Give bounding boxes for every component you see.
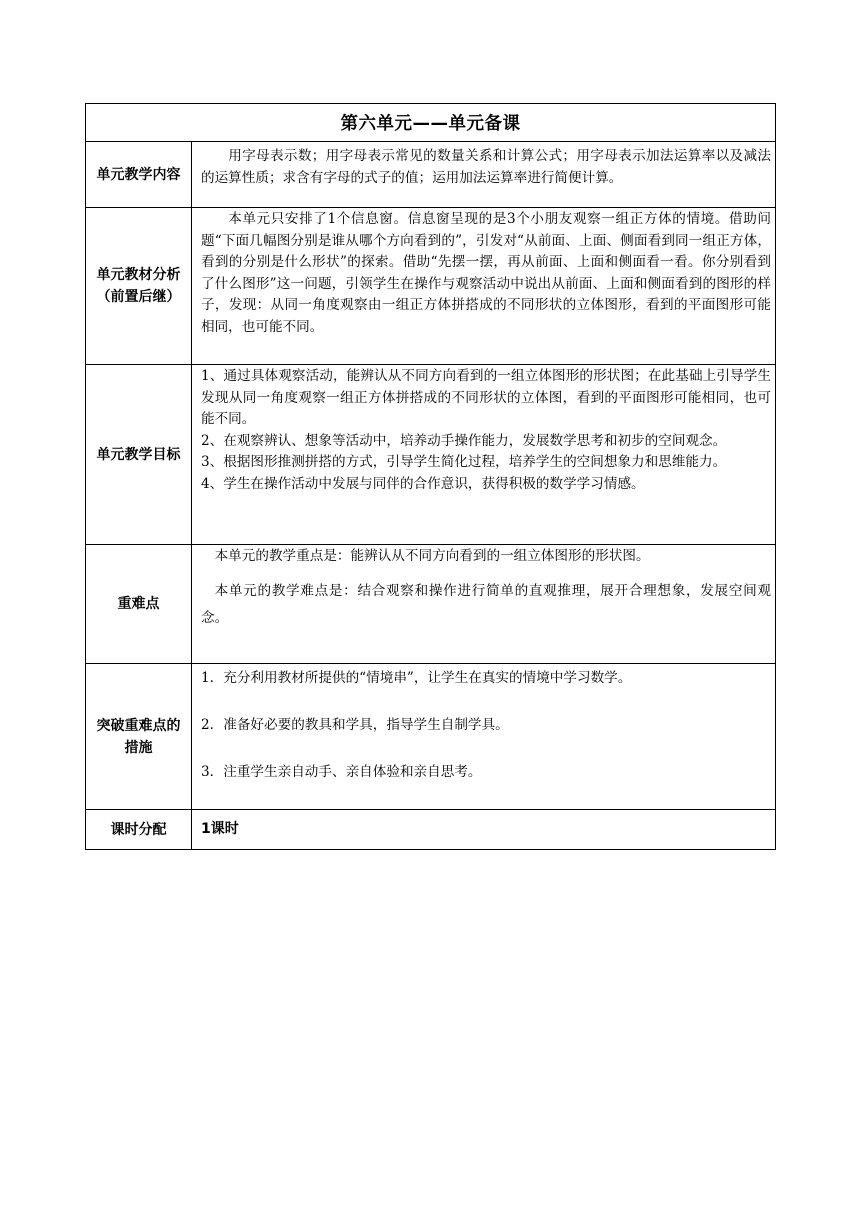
analysis-label: 单元教材分析（前置后继） — [86, 208, 192, 365]
goal-item: 3、根据图形推测拼搭的方式，引导学生简化过程，培养学生的空间想象力和思维能力。 — [201, 454, 727, 471]
measures-row — [86, 664, 776, 810]
measures-cell — [192, 664, 776, 810]
goals-row — [86, 365, 776, 545]
content-text: 用字母表示数；用字母表示常见的数量关系和计算公式；用字母表示加法运算率以及减法的运算性质；求含有字母的式子的值；运用加法运算率进行简便计算。 — [201, 148, 771, 186]
content-row — [86, 142, 776, 208]
measure-item: 3．注重学生亲自动手、亲自体验和亲自思考。 — [201, 764, 482, 780]
goals-label: 单元教学目标 — [86, 365, 192, 545]
measure-item: 1．充分利用教材所提供的“情境串”，让学生在真实的情境中学习数学。 — [201, 670, 632, 686]
goal-item: 2、在观察辨认、想象等活动中，培养动手操作能力，发展数学思考和初步的空间观念。 — [201, 432, 727, 449]
measures-label: 突破重难点的措施 — [86, 664, 192, 810]
key-focus-text: 本单元的教学重点是：能辨认从不同方向看到的一组立体图形的形状图。 — [214, 548, 650, 564]
key-points-cell — [192, 545, 776, 664]
measure-item: 2．准备好必要的教具和学具，指导学生自制学具。 — [201, 717, 509, 733]
document-title: 第六单元——单元备课 — [86, 104, 776, 142]
schedule-row — [86, 810, 776, 850]
content-cell — [192, 142, 776, 208]
goals-cell — [192, 365, 776, 545]
schedule-label: 课时分配 — [86, 810, 192, 850]
goal-item: 4、学生在操作活动中发展与同伴的合作意识，获得积极的数学学习情感。 — [201, 475, 645, 492]
key-difficulty-text: 本单元的教学难点是：结合观察和操作进行简单的直观推理，展开合理想象，发展空间观念。 — [201, 582, 771, 626]
key-points-label: 重难点 — [86, 545, 192, 664]
goal-item: 1、通过具体观察活动，能辨认从不同方向看到的一组立体图形的形状图；在此基础上引导学生发现从同一角度观察一组正方体拼搭成的不同形状的立体图，看到的平面图形可能相同，也可能不同。 — [201, 368, 771, 428]
analysis-cell — [192, 208, 776, 365]
analysis-text: 本单元只安排了1个信息窗。信息窗呈现的是3个小朋友观察一组正方体的情境。借助问题“下面几幅图分别是谁从哪个方向看到的”，引发对“从前面、上面、侧面看到同一组正方体，看到的分别是什么形状”的探索。借助“先摆一摆，再从前面、上面和侧面看一看。你分别看到了什么图形”这一问题，引领学生在操作与观察活动中说出从前面、上面和侧面看到的图形的样子，发现：从同一角度观察由一组正方体拼搭成的不同形状的立体图形，看到的平面图形可能相同，也可能不同。 — [201, 211, 771, 335]
analysis-row — [86, 208, 776, 365]
title-row — [86, 104, 776, 142]
unit-plan-table — [85, 103, 776, 850]
key-points-row — [86, 545, 776, 664]
schedule-value: 1课时 — [192, 810, 776, 850]
content-label: 单元教学内容 — [86, 142, 192, 208]
